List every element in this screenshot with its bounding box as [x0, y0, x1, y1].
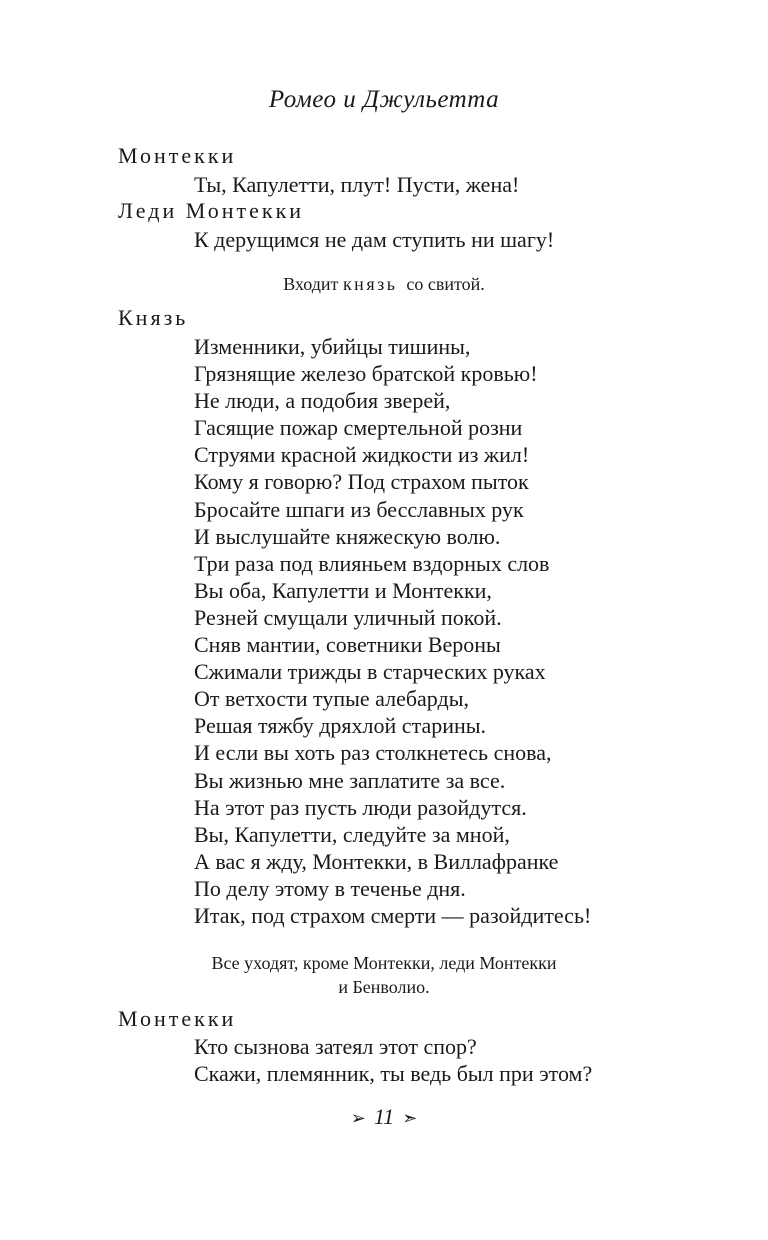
- verse-line: Струями красной жидкости из жил!: [194, 442, 530, 468]
- verse-line: К дерущимся не дам ступить ни шагу!: [194, 227, 555, 252]
- verse-block: [194, 226, 554, 253]
- verse-line: И выслушайте княжескую волю.: [194, 523, 501, 549]
- verse-line: На этот раз пусть люди разойдутся.: [194, 794, 527, 820]
- verse-line: Изменники, убийцы тишины,: [194, 334, 471, 359]
- stage-direction-character: князь: [342, 274, 398, 294]
- verse-line: Кто сызнова затеял этот спор?: [194, 1034, 477, 1059]
- verse-line: Сняв мантии, советники Вероны: [194, 632, 501, 658]
- speaker-name: Леди Монтекки: [118, 198, 305, 223]
- stage-direction-line: Все уходят, кроме Монтекки, леди Монтекки: [211, 953, 557, 973]
- ornament-left-icon: ➢: [350, 1108, 366, 1128]
- verse-line: Резней смущали уличный покой.: [194, 604, 502, 630]
- verse-line: Ты, Капулетти, плут! Пусти, жена!: [194, 172, 520, 197]
- verse-line: Решая тяжбу дряхлой старины.: [194, 713, 487, 739]
- stage-direction-text: Входит: [283, 274, 343, 294]
- verse-line: А вас я жду, Монтекки, в Виллафранке: [194, 848, 559, 874]
- speaker-name: Монтекки: [118, 143, 237, 168]
- verse-block: [194, 171, 519, 198]
- stage-direction-text: со свитой.: [397, 274, 485, 294]
- verse-line: Кому я говорю? Под страхом пыток: [194, 469, 529, 495]
- page-number-footer: [0, 1104, 768, 1130]
- verse-line: И если вы хоть раз столкнетесь снова,: [194, 740, 552, 766]
- verse-line: Вы оба, Капулетти и Монтекки,: [194, 577, 492, 603]
- verse-line: Бросайте шпаги из бесславных рук: [194, 496, 524, 522]
- verse-block: [194, 1033, 592, 1087]
- running-header: Ромео и Джульетта: [268, 86, 500, 113]
- stage-direction-line: и Бенволио.: [338, 977, 430, 997]
- page-number: 11: [373, 1104, 395, 1129]
- verse-line: Сжимали трижды в старческих руках: [194, 659, 546, 685]
- verse-line: Три раза под влияньем вздорных слов: [194, 550, 550, 576]
- verse-line: По делу этому в теченье дня.: [194, 875, 466, 901]
- speaker-name: Князь: [118, 305, 189, 330]
- verse-line: Вы, Капулетти, следуйте за мной,: [194, 821, 510, 847]
- stage-direction: [0, 272, 768, 296]
- verse-line: Вы жизнью мне заплатите за все.: [194, 767, 506, 793]
- verse-line: Итак, под страхом смерти — разойдитесь!: [194, 902, 592, 928]
- verse-line: От ветхости тупые алебарды,: [194, 686, 469, 712]
- verse-line: Не люди, а подобия зверей,: [194, 388, 451, 414]
- verse-line: Грязнящие железо братской кровью!: [194, 361, 538, 387]
- verse-line: Гасящие пожар смертельной розни: [194, 415, 523, 441]
- verse-line: Скажи, племянник, ты ведь был при этом?: [194, 1061, 593, 1087]
- ornament-right-icon: ➣: [402, 1108, 418, 1128]
- speaker-name: Монтекки: [118, 1006, 237, 1031]
- stage-direction: [0, 951, 768, 999]
- verse-block: [194, 333, 591, 929]
